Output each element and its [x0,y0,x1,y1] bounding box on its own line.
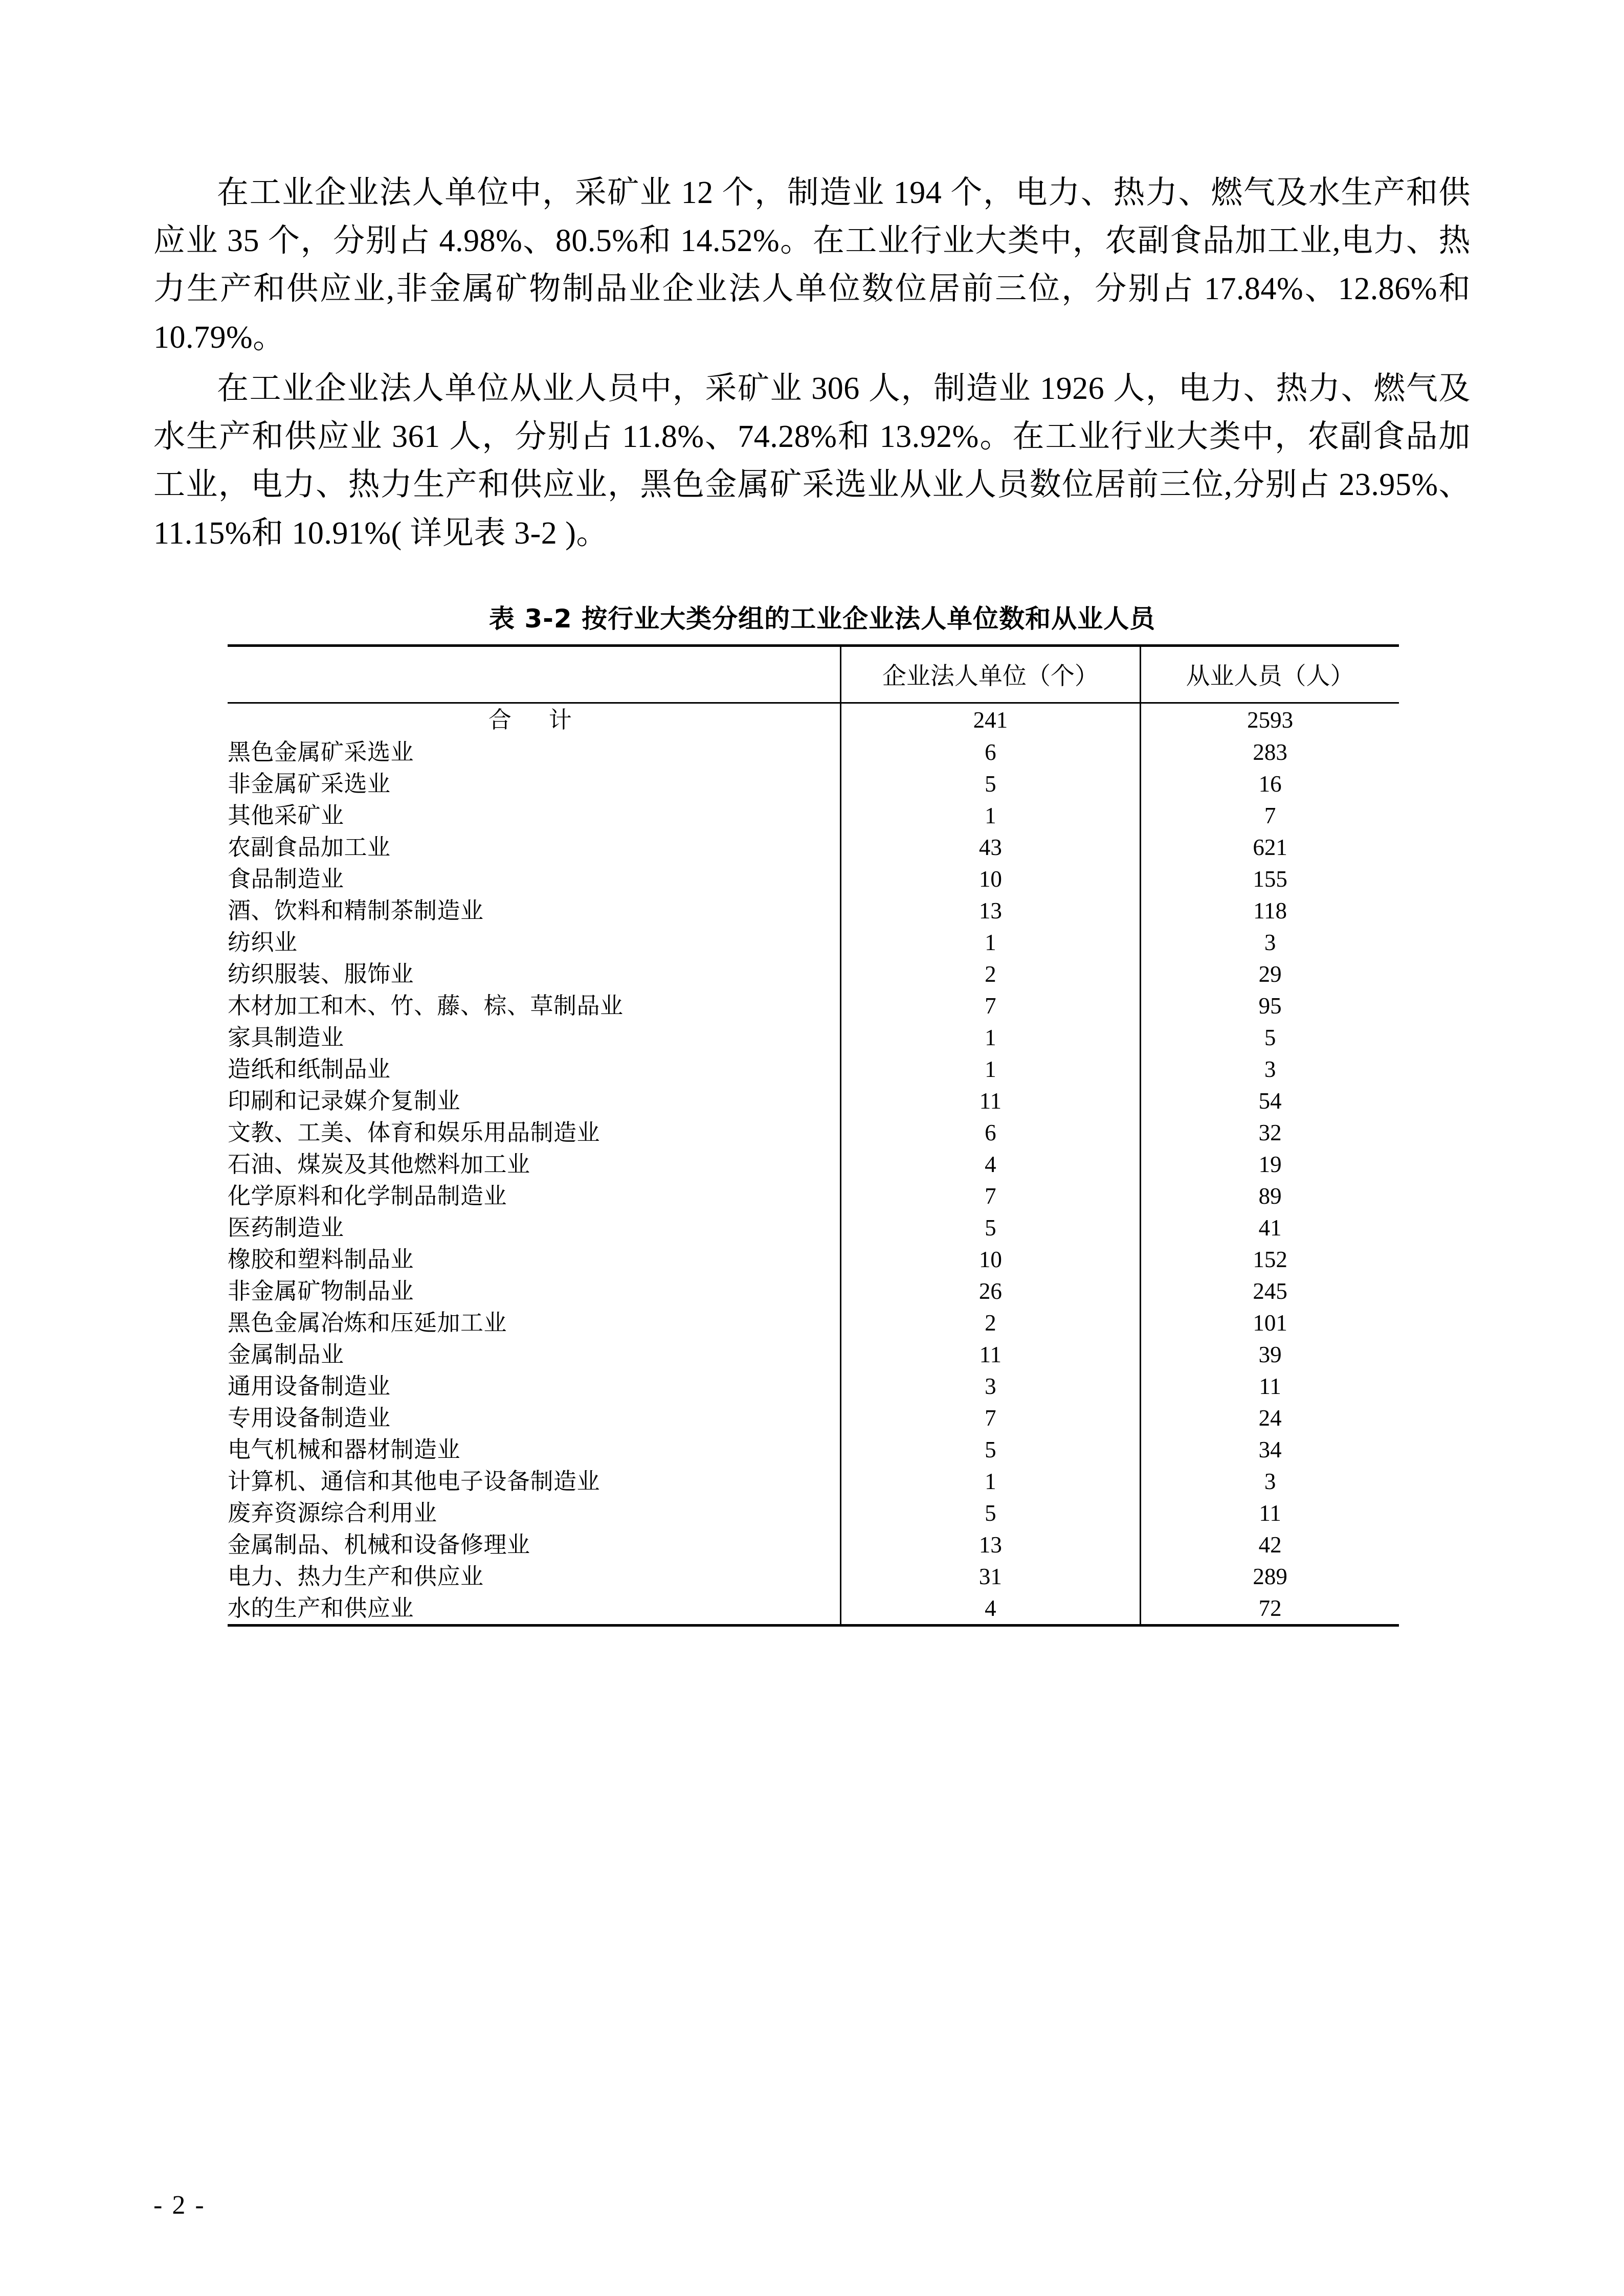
row-staff: 289 [1141,1561,1399,1592]
row-staff: 283 [1141,736,1399,768]
row-units: 2 [840,1307,1141,1339]
table-row [228,1117,1399,1149]
table-row [228,768,1399,800]
row-label: 化学原料和化学制品制造业 [228,1183,507,1209]
row-staff: 54 [1141,1085,1399,1117]
row-label: 非金属矿采选业 [228,771,391,797]
table-row [228,1370,1399,1402]
row-units: 2 [840,958,1141,990]
row-staff: 5 [1141,1022,1399,1053]
table-row [228,1085,1399,1117]
header-cell-units: 企业法人单位（个） [840,645,1141,703]
row-staff: 245 [1141,1275,1399,1307]
row-label: 农副食品加工业 [228,834,391,860]
row-staff: 95 [1141,990,1399,1022]
row-label: 电气机械和器材制造业 [228,1436,461,1462]
row-staff: 24 [1141,1402,1399,1434]
row-label: 合 计 [488,707,579,733]
row-units: 13 [840,1529,1141,1561]
row-label: 橡胶和塑料制品业 [228,1246,414,1272]
table-row [228,736,1399,768]
row-label: 黑色金属冶炼和压延加工业 [228,1310,507,1336]
row-staff: 42 [1141,1529,1399,1561]
row-label: 计算机、通信和其他电子设备制造业 [228,1468,600,1494]
row-label: 电力、热力生产和供应业 [228,1563,484,1589]
row-label: 文教、工美、体育和娱乐用品制造业 [228,1119,600,1145]
row-units: 4 [840,1149,1141,1180]
row-label: 纺织服装、服饰业 [228,961,414,987]
row-label: 木材加工和木、竹、藤、棕、草制品业 [228,993,624,1019]
row-staff: 72 [1141,1592,1399,1626]
table-header-row [228,645,1399,703]
row-label: 专用设备制造业 [228,1405,391,1431]
row-staff: 101 [1141,1307,1399,1339]
row-units: 6 [840,736,1141,768]
table-body [228,703,1399,1625]
table-row [228,1497,1399,1529]
table-row [228,958,1399,990]
row-units: 3 [840,1370,1141,1402]
row-staff: 7 [1141,800,1399,831]
table-row [228,1307,1399,1339]
row-label: 金属制品、机械和设备修理业 [228,1532,530,1558]
row-units: 241 [840,703,1141,736]
body-text-block [153,169,1471,557]
row-units: 5 [840,768,1141,800]
row-staff: 89 [1141,1180,1399,1212]
row-label: 医药制造业 [228,1214,344,1241]
row-units: 1 [840,1022,1141,1053]
table-row [228,1180,1399,1212]
row-units: 11 [840,1339,1141,1370]
table-row-total [228,703,1399,736]
row-units: 5 [840,1497,1141,1529]
industry-statistics-table [228,644,1399,1627]
row-staff: 11 [1141,1370,1399,1402]
row-staff: 621 [1141,831,1399,863]
row-units: 7 [840,1402,1141,1434]
row-label: 废弃资源综合利用业 [228,1500,437,1526]
row-label: 纺织业 [228,929,298,955]
row-units: 10 [840,1244,1141,1275]
table-row [228,895,1399,927]
row-label: 黑色金属矿采选业 [228,739,414,765]
row-staff: 19 [1141,1149,1399,1180]
table-row [228,1244,1399,1275]
table-row [228,990,1399,1022]
row-units: 7 [840,990,1141,1022]
row-label: 造纸和纸制品业 [228,1056,391,1082]
row-label: 食品制造业 [228,866,344,892]
table-caption: 表 3-2 按行业大类分组的工业企业法人单位数和从业人员 [488,603,1156,634]
table-row [228,1529,1399,1561]
table-row [228,1339,1399,1370]
row-staff: 3 [1141,927,1399,958]
table-row [228,1402,1399,1434]
row-units: 6 [840,1117,1141,1149]
row-units: 5 [840,1212,1141,1244]
page-number: - 2 - [153,2191,206,2220]
row-units: 1 [840,927,1141,958]
row-label: 金属制品业 [228,1341,344,1367]
row-units: 10 [840,863,1141,895]
row-units: 5 [840,1434,1141,1466]
row-staff: 39 [1141,1339,1399,1370]
row-units: 11 [840,1085,1141,1117]
table-row [228,927,1399,958]
table-row [228,1022,1399,1053]
row-staff: 41 [1141,1212,1399,1244]
table-row [228,1466,1399,1497]
table-row [228,1561,1399,1592]
row-label: 水的生产和供应业 [228,1592,840,1626]
row-units: 31 [840,1561,1141,1592]
row-staff: 11 [1141,1497,1399,1529]
row-units: 43 [840,831,1141,863]
row-label: 通用设备制造业 [228,1373,391,1399]
table-block [153,598,1471,1627]
row-staff: 32 [1141,1117,1399,1149]
row-staff: 118 [1141,895,1399,927]
row-units: 1 [840,800,1141,831]
row-staff: 155 [1141,863,1399,895]
row-units: 1 [840,1053,1141,1085]
header-cell-staff: 从业人员（人） [1141,645,1399,703]
row-units: 26 [840,1275,1141,1307]
table-row [228,1275,1399,1307]
row-label: 酒、饮料和精制茶制造业 [228,897,484,924]
table-row [228,1053,1399,1085]
table-row [228,800,1399,831]
row-label: 其他采矿业 [228,802,344,828]
header-cell-blank [228,645,840,703]
row-staff: 34 [1141,1434,1399,1466]
row-units: 4 [840,1592,1141,1626]
row-label: 非金属矿物制品业 [228,1278,414,1304]
table-row [228,1592,1399,1626]
table-row [228,863,1399,895]
table-row [228,1149,1399,1180]
paragraph-1: 在工业企业法人单位中，采矿业 12 个，制造业 194 个，电力、热力、燃气及水生产和供应业 35 个，分别占 4.98%、80.5%和 14.52%。在工业行业大类中，农副食品加工业,电力、热力生产和供应业,非金属矿物制品业企业法人单位数位居前三位，分别占 17.84%、12.86%和 10.79%。 [153,175,1471,355]
row-units: 13 [840,895,1141,927]
row-units: 1 [840,1466,1141,1497]
table-row [228,1212,1399,1244]
row-staff: 152 [1141,1244,1399,1275]
row-label: 石油、煤炭及其他燃料加工业 [228,1151,530,1177]
table-row [228,831,1399,863]
table-row [228,1434,1399,1466]
row-label: 家具制造业 [228,1024,344,1050]
row-staff: 3 [1141,1466,1399,1497]
row-staff: 2593 [1141,703,1399,736]
paragraph-2: 在工业企业法人单位从业人员中，采矿业 306 人，制造业 1926 人，电力、热力、燃气及水生产和供应业 361 人，分别占 11.8%、74.28%和 13.92%。在工业行业大类中，农副食品加工业，电力、热力生产和供应业，黑色金属矿采选业从业人员数位居前三位,分别占 23.95%、11.15%和 10.91%( 详见表 3-2 )。 [153,371,1471,551]
row-staff: 29 [1141,958,1399,990]
row-staff: 16 [1141,768,1399,800]
row-units: 7 [840,1180,1141,1212]
row-label: 印刷和记录媒介复制业 [228,1088,461,1114]
row-staff: 3 [1141,1053,1399,1085]
